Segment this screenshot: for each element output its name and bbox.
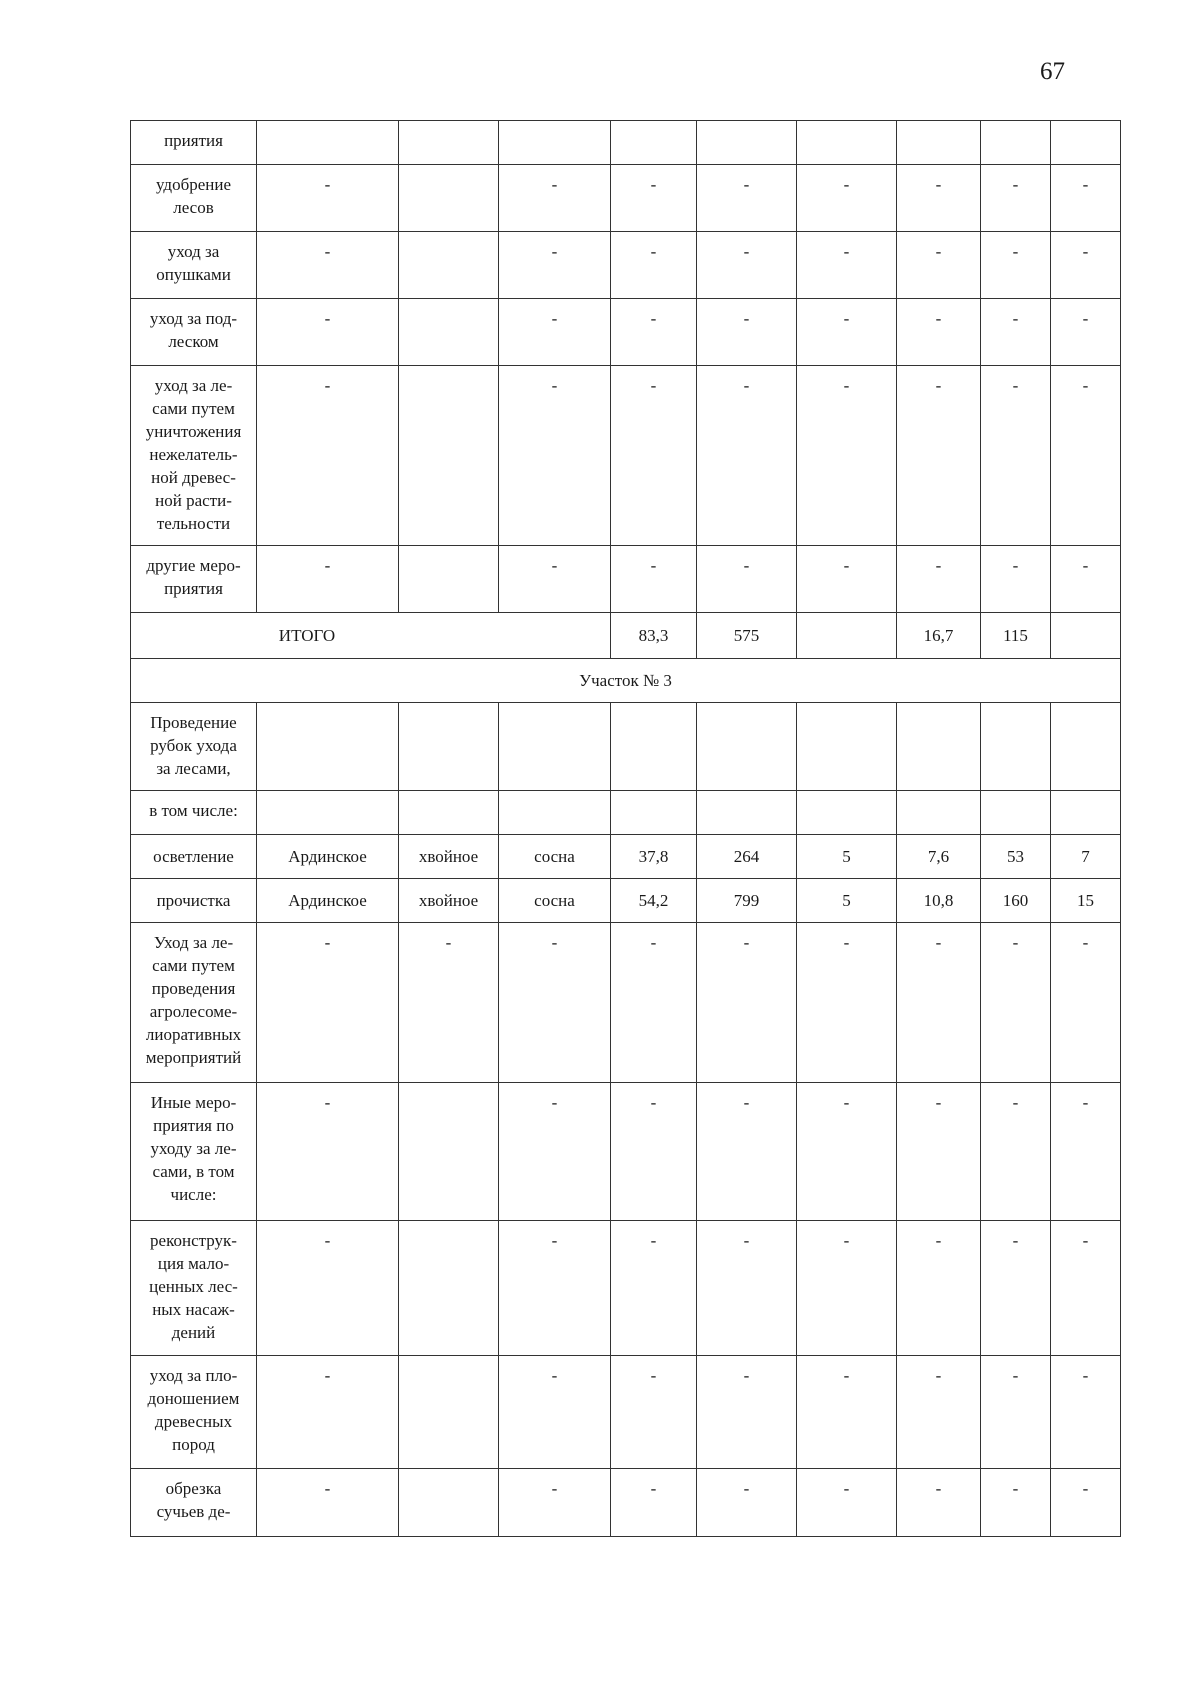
table-cell: -: [399, 923, 499, 1083]
table-cell: -: [611, 366, 697, 546]
table-cell: -: [499, 366, 611, 546]
table-cell: -: [897, 1356, 981, 1469]
table-cell: -: [797, 1356, 897, 1469]
table-cell: сосна: [499, 835, 611, 879]
table-cell: -: [499, 232, 611, 299]
table-cell: -: [1051, 923, 1121, 1083]
table-cell: 264: [697, 835, 797, 879]
table-cell: -: [697, 923, 797, 1083]
table-cell: -: [697, 165, 797, 232]
total-cell: 575: [697, 613, 797, 659]
table-cell: -: [499, 1356, 611, 1469]
table-cell: -: [897, 299, 981, 366]
table-cell: -: [897, 923, 981, 1083]
table-cell: хвойное: [399, 879, 499, 923]
table-cell: -: [257, 923, 399, 1083]
table-cell: -: [1051, 1469, 1121, 1537]
table-cell: [897, 703, 981, 791]
row-label: в том числе:: [131, 791, 257, 835]
table-cell: [399, 791, 499, 835]
table-cell: [611, 121, 697, 165]
table-row: [131, 923, 1121, 1083]
table-cell: 15: [1051, 879, 1121, 923]
table-cell: [399, 121, 499, 165]
table-cell: 10,8: [897, 879, 981, 923]
table-cell: -: [981, 165, 1051, 232]
table-cell: -: [257, 299, 399, 366]
table-cell: [981, 703, 1051, 791]
table-cell: -: [897, 1221, 981, 1356]
page-number: 67: [1040, 58, 1065, 85]
row-label: уход за опушками: [131, 232, 257, 299]
table-row: [131, 835, 1121, 879]
table-cell: -: [1051, 546, 1121, 613]
total-label: ИТОГО: [131, 613, 611, 659]
table-cell: -: [897, 232, 981, 299]
table-cell: -: [499, 546, 611, 613]
table-cell: [257, 791, 399, 835]
table-cell: [981, 791, 1051, 835]
table-cell: сосна: [499, 879, 611, 923]
row-label: реконструк- ция мало- ценных лес- ных насаж- дений: [131, 1221, 257, 1356]
table-cell: -: [1051, 165, 1121, 232]
table-cell: -: [981, 546, 1051, 613]
table-cell: -: [981, 232, 1051, 299]
table-row: [131, 546, 1121, 613]
table-cell: -: [611, 1083, 697, 1221]
table-row: [131, 366, 1121, 546]
section-header: Участок № 3: [131, 659, 1121, 703]
table-cell: -: [897, 165, 981, 232]
total-cell: 16,7: [897, 613, 981, 659]
table-cell: Ардинское: [257, 835, 399, 879]
table-cell: -: [611, 923, 697, 1083]
table-cell: -: [499, 1469, 611, 1537]
table-cell: [797, 121, 897, 165]
table-cell: -: [611, 1221, 697, 1356]
table-cell: -: [697, 366, 797, 546]
table-cell: [399, 1469, 499, 1537]
row-label: Уход за ле- сами путем проведения агролесоме- лиоративных мероприятий: [131, 923, 257, 1083]
table-cell: [897, 121, 981, 165]
table-cell: [399, 232, 499, 299]
table-cell: -: [697, 1083, 797, 1221]
table-cell: [257, 703, 399, 791]
table-cell: -: [257, 546, 399, 613]
table-row: [131, 1356, 1121, 1469]
table-cell: -: [797, 366, 897, 546]
table-cell: -: [897, 366, 981, 546]
table-cell: -: [697, 232, 797, 299]
table-cell: -: [797, 232, 897, 299]
table-cell: хвойное: [399, 835, 499, 879]
total-cell: 115: [981, 613, 1051, 659]
table-row: [131, 613, 1121, 659]
row-label: обрезка сучьев де-: [131, 1469, 257, 1537]
table-cell: [399, 366, 499, 546]
table-cell: 5: [797, 835, 897, 879]
table-cell: [797, 703, 897, 791]
forest-care-table: [130, 120, 1121, 1537]
table-row: [131, 879, 1121, 923]
table-cell: Ардинское: [257, 879, 399, 923]
table-cell: -: [981, 366, 1051, 546]
table-cell: -: [797, 546, 897, 613]
table-cell: -: [611, 232, 697, 299]
table-cell: -: [697, 1469, 797, 1537]
table-cell: [611, 791, 697, 835]
total-cell: [797, 613, 897, 659]
table-cell: -: [797, 1221, 897, 1356]
table-cell: -: [611, 546, 697, 613]
table-cell: [697, 703, 797, 791]
table-cell: -: [1051, 1356, 1121, 1469]
table-cell: [257, 121, 399, 165]
table-cell: -: [697, 1356, 797, 1469]
row-label: уход за ле- сами путем уничтожения нежелатель- ной древес- ной расти- тельности: [131, 366, 257, 546]
table-cell: -: [897, 1083, 981, 1221]
table-cell: -: [797, 1083, 897, 1221]
table-cell: [1051, 121, 1121, 165]
row-label: прочистка: [131, 879, 257, 923]
table-cell: -: [611, 165, 697, 232]
row-label: Иные меро- приятия по уходу за ле- сами, в том числе:: [131, 1083, 257, 1221]
table-cell: -: [257, 1469, 399, 1537]
table-cell: 799: [697, 879, 797, 923]
table-row: [131, 1221, 1121, 1356]
table-cell: [399, 1221, 499, 1356]
table-cell: -: [697, 1221, 797, 1356]
total-cell: [1051, 613, 1121, 659]
table-cell: -: [257, 232, 399, 299]
table-cell: -: [257, 1221, 399, 1356]
table-cell: -: [897, 546, 981, 613]
table-cell: -: [797, 299, 897, 366]
table-cell: [1051, 703, 1121, 791]
table-cell: -: [981, 1083, 1051, 1221]
table-cell: -: [611, 1356, 697, 1469]
row-label: другие меро- приятия: [131, 546, 257, 613]
table-cell: -: [257, 366, 399, 546]
table-cell: -: [499, 1221, 611, 1356]
table-cell: [611, 703, 697, 791]
table-cell: [399, 1083, 499, 1221]
table-cell: -: [611, 1469, 697, 1537]
table-cell: 7,6: [897, 835, 981, 879]
table-cell: [399, 165, 499, 232]
table-cell: [399, 299, 499, 366]
table-cell: -: [981, 923, 1051, 1083]
table-cell: [399, 1356, 499, 1469]
row-label: уход за под- леском: [131, 299, 257, 366]
table-cell: -: [797, 1469, 897, 1537]
table-cell: -: [499, 1083, 611, 1221]
table-cell: 54,2: [611, 879, 697, 923]
table-cell: 5: [797, 879, 897, 923]
table-cell: -: [981, 1469, 1051, 1537]
table-cell: -: [697, 546, 797, 613]
table-cell: -: [257, 1356, 399, 1469]
table-cell: -: [499, 923, 611, 1083]
table-cell: -: [257, 165, 399, 232]
table-cell: [399, 703, 499, 791]
table-row: [131, 659, 1121, 703]
table-cell: [399, 546, 499, 613]
table-cell: [1051, 791, 1121, 835]
table-cell: -: [1051, 232, 1121, 299]
table-cell: -: [797, 165, 897, 232]
table-row: [131, 232, 1121, 299]
table-cell: 53: [981, 835, 1051, 879]
table-row: [131, 703, 1121, 791]
total-cell: 83,3: [611, 613, 697, 659]
table-cell: [499, 791, 611, 835]
table-row: [131, 1469, 1121, 1537]
table-row: [131, 791, 1121, 835]
table-cell: -: [1051, 299, 1121, 366]
table-cell: -: [797, 923, 897, 1083]
table-cell: -: [499, 299, 611, 366]
table-cell: 160: [981, 879, 1051, 923]
table-row: [131, 165, 1121, 232]
row-label: приятия: [131, 121, 257, 165]
table-cell: 37,8: [611, 835, 697, 879]
table-cell: -: [981, 1221, 1051, 1356]
table-cell: [981, 121, 1051, 165]
table-row: [131, 121, 1121, 165]
table-cell: -: [981, 299, 1051, 366]
table-cell: -: [697, 299, 797, 366]
table-cell: -: [1051, 1221, 1121, 1356]
row-label: Проведение рубок ухода за лесами,: [131, 703, 257, 791]
table-row: [131, 1083, 1121, 1221]
table-cell: [897, 791, 981, 835]
table-cell: -: [1051, 1083, 1121, 1221]
row-label: уход за пло- доношением древесных пород: [131, 1356, 257, 1469]
table-cell: -: [1051, 366, 1121, 546]
table-cell: [499, 121, 611, 165]
table-cell: [499, 703, 611, 791]
table-cell: [697, 121, 797, 165]
row-label: удобрение лесов: [131, 165, 257, 232]
table-cell: [797, 791, 897, 835]
table-cell: -: [499, 165, 611, 232]
table-cell: [697, 791, 797, 835]
table-cell: -: [981, 1356, 1051, 1469]
row-label: осветление: [131, 835, 257, 879]
table-cell: 7: [1051, 835, 1121, 879]
table-cell: -: [611, 299, 697, 366]
table-cell: -: [257, 1083, 399, 1221]
table-row: [131, 299, 1121, 366]
table-cell: -: [897, 1469, 981, 1537]
